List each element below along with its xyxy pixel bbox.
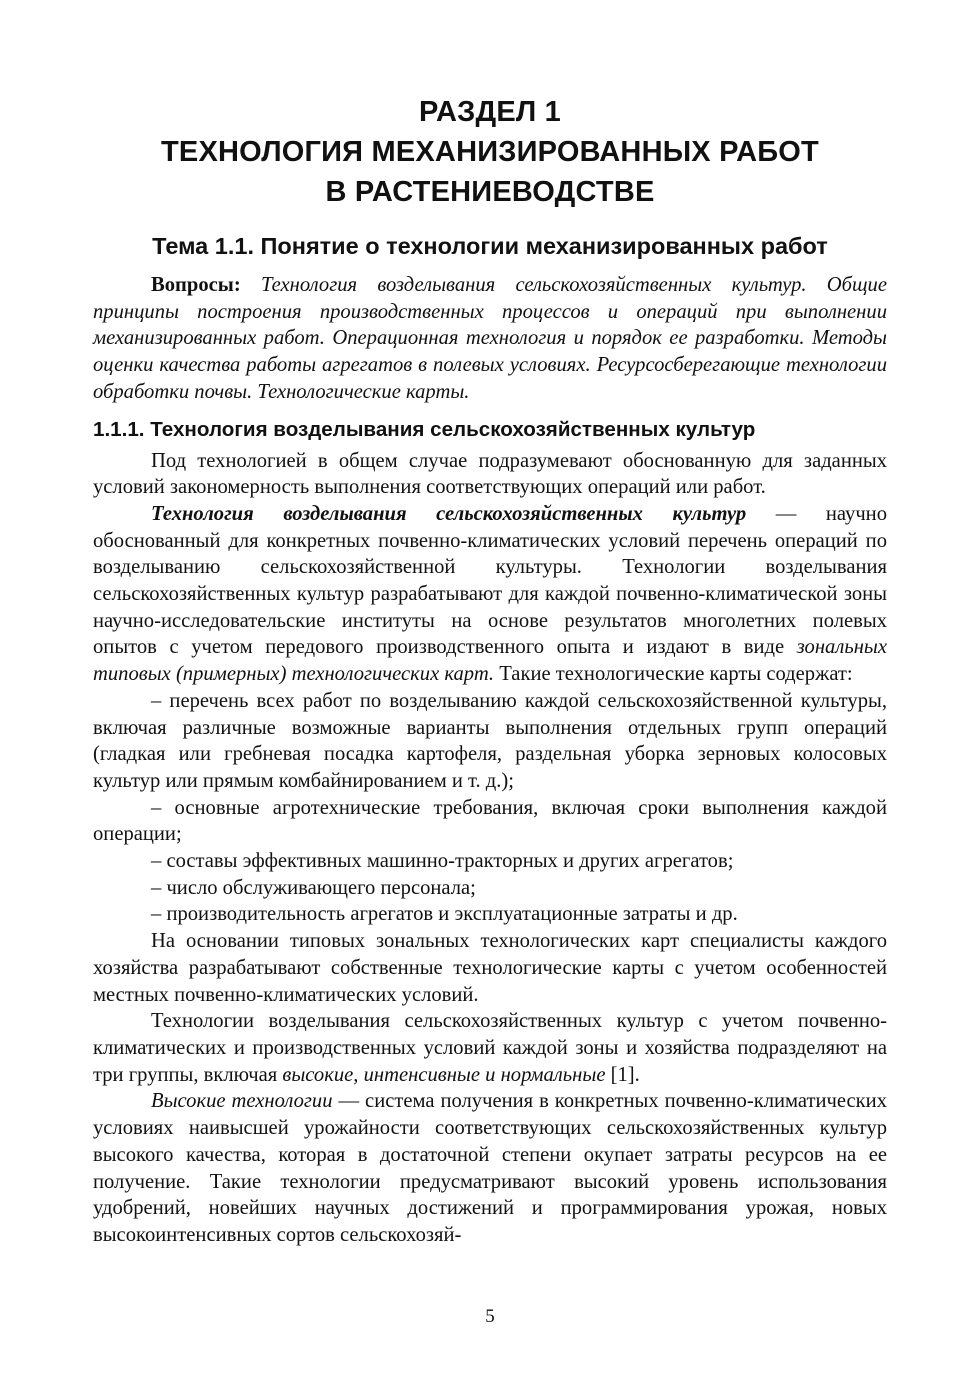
section-title bbox=[93, 92, 887, 212]
questions-label: Вопросы: bbox=[151, 274, 241, 296]
subsection-title: 1.1.1. Технология возделывания сельскохозяйственных культур bbox=[93, 417, 756, 441]
paragraph-local-maps: На основании типовых зональных технологических карт специалисты каждого хозяйства разрабатывают собственные технологические карты с учетом особенностей местных почвенно-климатических условий. bbox=[93, 930, 887, 1006]
section-title-line-2: ТЕХНОЛОГИЯ МЕХАНИЗИРОВАННЫХ РАБОТ bbox=[161, 136, 819, 168]
list-item: – перечень всех работ по возделыванию каждой сельскохозяйственной культуры, включая различные возможные варианты выполнения отдельных групп операций (гладкая или гребневая посадка картофеля, раздельная уборка зерновых колосовых культур или прямым комбайнированием и т. д.); bbox=[93, 689, 887, 792]
page-number: 5 bbox=[485, 1306, 495, 1327]
paragraph-groups bbox=[93, 1008, 887, 1088]
term-high-technologies: Высокие технологии bbox=[151, 1090, 333, 1113]
paragraph-technology-definition bbox=[93, 501, 887, 688]
paragraph-high-technologies bbox=[93, 1088, 887, 1248]
questions-text: Технология возделывания сельскохозяйственных культур. Общие принципы построения производственных процессов и операций при выполнении механизированных работ. Операционная технология и порядок ее разработки. Методы оценки качества работы агрегатов в полевых условиях. Ресурсосберегающие технологии обработки почвы. Технологические карты. bbox=[93, 274, 887, 403]
paragraph-high-technologies-text: — система получения в конкретных почвенно-климатических условиях наивысшей урожайности соответствующих сельскохозяйственных культур высокого качества, которая в достаточной степени окупает затраты ресурсов на ее получение. Такие технологии предусматривают высокий уровень использования удобрений, новейших научных достижений и программирования урожая, новых высокоинтенсивных сортов сельскохозяй- bbox=[93, 1090, 887, 1246]
paragraph-technology-text-a: — научно обоснованный для конкретных почвенно-климатических условий перечень операций по возделыванию сельскохозяйственной культуры. Технологии возделывания сельскохозяйственных культур разрабатывают для каждой почвенно-климатической зоны научно-исследовательские институты на основе результатов многолетних полевых опытов с учетом передового производственного опыта и издают в виде bbox=[93, 502, 887, 659]
list-item: – основные агротехнические требования, включая сроки выполнения каждой операции; bbox=[93, 796, 887, 846]
section-title-line-1: РАЗДЕЛ 1 bbox=[418, 96, 562, 128]
list-item: – число обслуживающего персонала; bbox=[151, 876, 476, 899]
paragraph-technology-text-b: Такие технологические карты содержат: bbox=[494, 663, 853, 686]
paragraph-technology-italic: зональных типовых (примерных) технологических карт. bbox=[93, 636, 887, 686]
paragraph-definition-general: Под технологией в общем случае подразумевают обоснованную для заданных условий закономерность выполнения соответствующих операций или работ. bbox=[93, 449, 887, 499]
section-title-line-3: В РАСТЕНИЕВОДСТВЕ bbox=[325, 176, 655, 208]
list-item: – производительность агрегатов и эксплуатационные затраты и др. bbox=[151, 903, 738, 926]
paragraph-groups-text-b: [1]. bbox=[605, 1063, 640, 1086]
document-page bbox=[93, 92, 887, 1249]
term-technology: Технология возделывания сельскохозяйственных культур bbox=[151, 502, 747, 525]
paragraph-groups-text-a: Технологии возделывания сельскохозяйственных культур с учетом почвенно-климатических и производственных условий каждой зоны и хозяйства подразделяют на три группы, включая bbox=[93, 1010, 887, 1086]
topic-title: Тема 1.1. Понятие о технологии механизированных работ bbox=[152, 233, 828, 259]
paragraph-groups-italic: высокие, интенсивные и нормальные bbox=[282, 1063, 606, 1086]
list-item: – составы эффективных машинно-тракторных и других агрегатов; bbox=[151, 850, 734, 873]
questions-paragraph bbox=[93, 272, 887, 406]
